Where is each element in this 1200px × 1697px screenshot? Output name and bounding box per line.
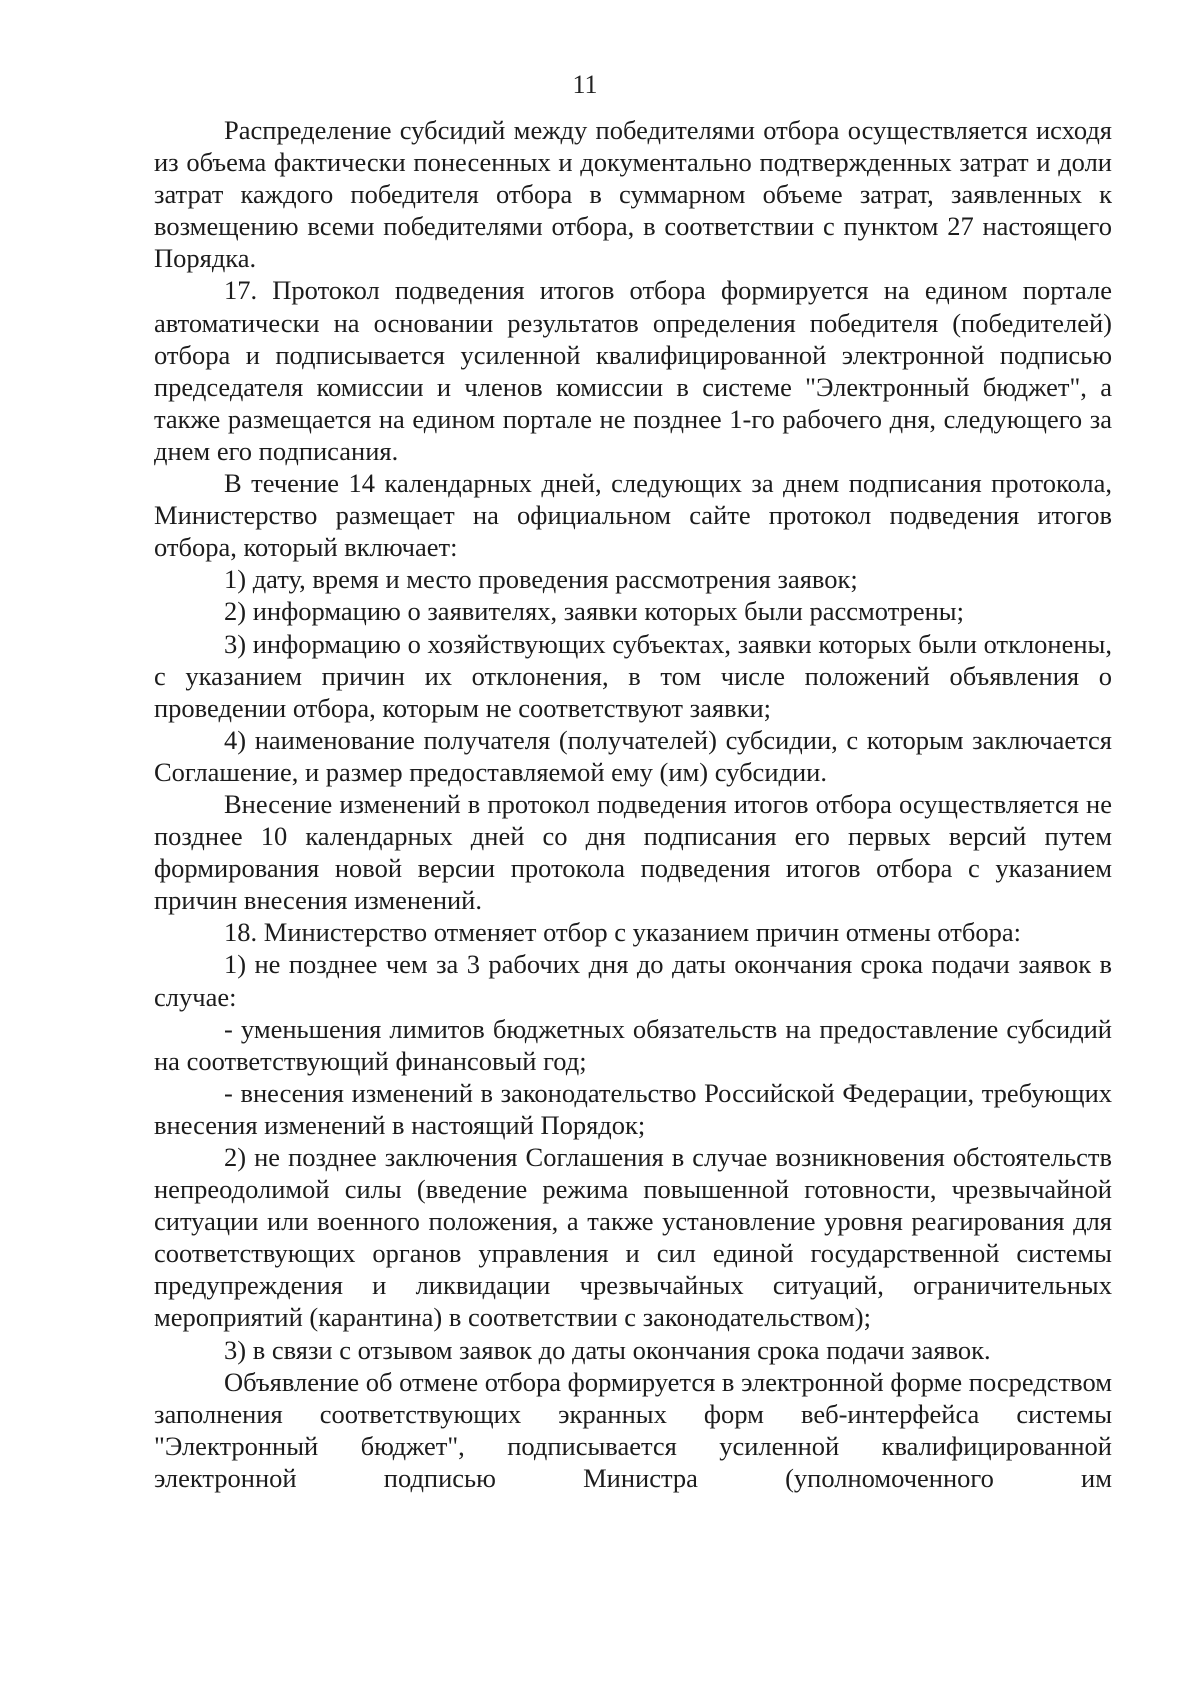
paragraph-17-protocol: 17. Протокол подведения итогов отбора формируется на едином портале автоматически на основании результатов определения победителя (победителей) отбора и подписывается усиленной квалифицированной электронной подписью председателя комиссии и членов комиссии в системе "Электронный бюджет", а также размещается на едином портале не позднее 1-го рабочего дня, следующего за днем его подписания.: [154, 275, 1112, 466]
list-item-3: 3) информацию о хозяйствующих субъектах, заявки которых были отклонены, с указанием причин их отклонения, в том числе положений объявления о проведении отбора, которым не соответствуют заявки;: [154, 628, 1112, 723]
paragraph-protocol-changes: Внесение изменений в протокол подведения итогов отбора осуществляется не позднее 10 календарных дней со дня подписания его первых версий путем формирования новой версии протокола подведения итогов отбора с указанием причин внесения изменений.: [154, 788, 1112, 916]
cancellation-item-1: 1) не позднее чем за 3 рабочих дня до даты окончания срока подачи заявок в случае:: [154, 949, 1112, 1012]
paragraph-subsidy-distribution: Распределение субсидий между победителями отбора осуществляется исходя из объема фактически понесенных и документально подтвержденных затрат и доли затрат каждого победителя отбора в суммарном объеме затрат, заявленных к возмещению всеми победителями отбора, в соответствии с пунктом 27 настоящего Порядка.: [154, 115, 1112, 274]
cancellation-subitem-legislation: - внесения изменений в законодательство Российской Федерации, требующих внесения изменений в настоящий Порядок;: [154, 1077, 1112, 1140]
cancellation-item-3: 3) в связи с отзывом заявок до даты окончания срока подачи заявок.: [224, 1334, 991, 1365]
list-item-4: 4) наименование получателя (получателей) субсидии, с которым заключается Соглашение, и размер предоставляемой ему (им) субсидии.: [154, 724, 1112, 787]
paragraph-cancellation-announcement: Объявление об отмене отбора формируется в электронной форме посредством заполнения соответствующих экранных форм веб-интерфейса системы "Электронный бюджет", подписывается усиленной квалифицированной электронной подписью Министра (уполномоченного им: [154, 1366, 1112, 1493]
paragraph-18-cancellation: 18. Министерство отменяет отбор с указанием причин отмены отбора:: [224, 917, 1021, 948]
list-item-2: 2) информацию о заявителях, заявки которых были рассмотрены;: [224, 596, 964, 627]
page-number: 11: [572, 70, 598, 99]
paragraph-protocol-publication: В течение 14 календарных дней, следующих за днем подписания протокола, Министерство размещает на официальном сайте протокол подведения итогов отбора, который включает:: [154, 468, 1112, 563]
cancellation-item-2: 2) не позднее заключения Соглашения в случае возникновения обстоятельств непреодолимой силы (введение режима повышенной готовности, чрезвычайной ситуации или военного положения, а также установление уровня реагирования для соответствующих органов управления и сил единой государственной системы предупреждения и ликвидации чрезвычайных ситуаций, ограничительных мероприятий (карантина) в соответствии с законодательством);: [154, 1142, 1112, 1333]
list-item-1: 1) дату, время и место проведения рассмотрения заявок;: [224, 564, 858, 595]
document-body: [154, 114, 1112, 1494]
cancellation-subitem-limits: - уменьшения лимитов бюджетных обязательств на предоставление субсидий на соответствующий финансовый год;: [154, 1013, 1112, 1076]
